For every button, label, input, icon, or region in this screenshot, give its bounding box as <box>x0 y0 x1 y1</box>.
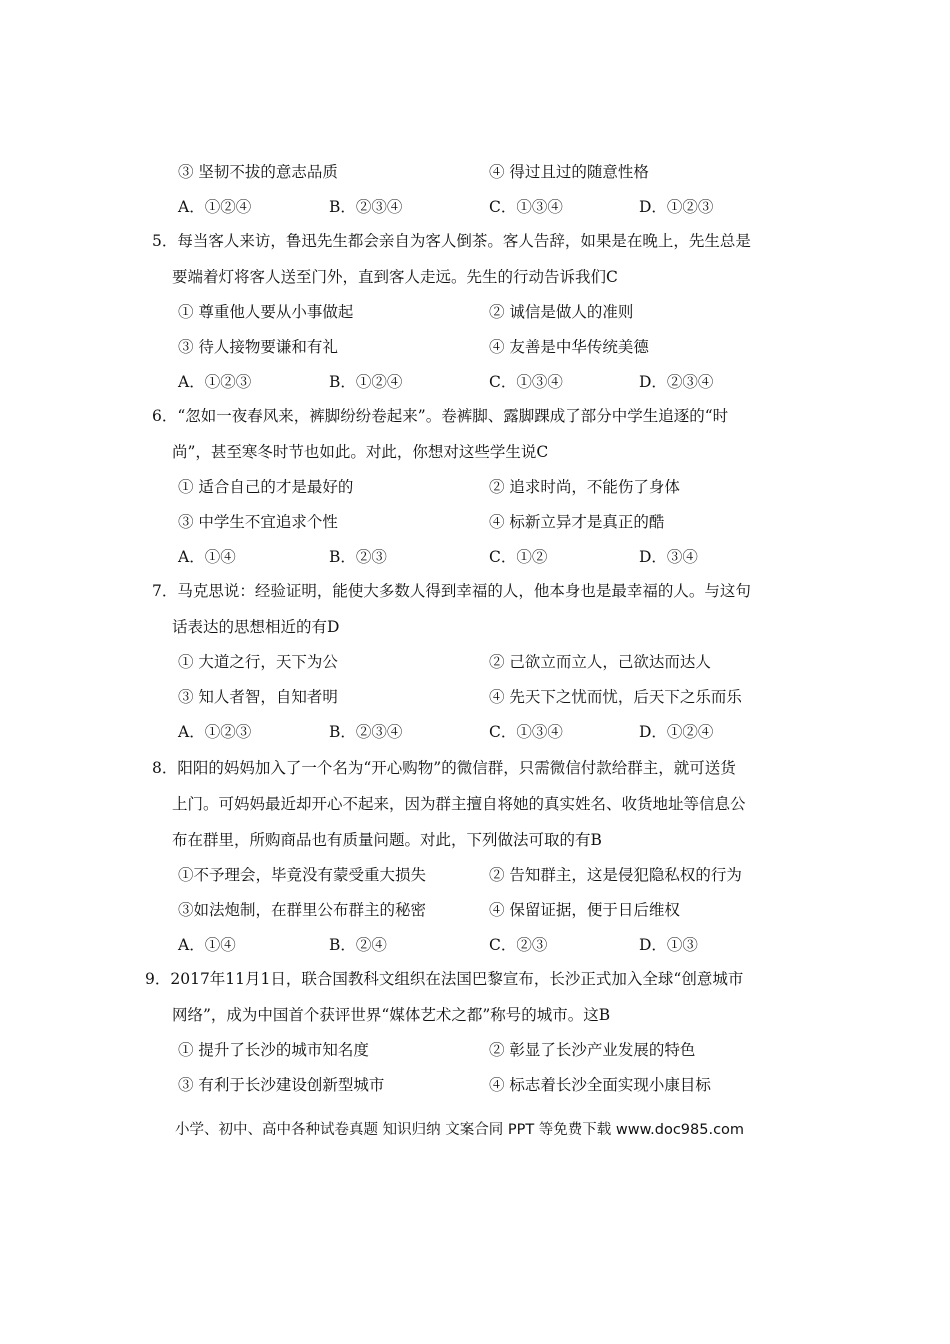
q6-option-3: ③ 中学生不宜追求个性 <box>178 513 338 531</box>
q9-option-2: ② 彰显了长沙产业发展的特色 <box>489 1041 696 1059</box>
q5-stem-line-2: 要端着灯将客人送至门外，直到客人走远。先生的行动告诉我们C <box>172 268 618 286</box>
q7-choice-c: C．①③④ <box>489 723 563 741</box>
q7-option-3: ③ 知人者智，自知者明 <box>178 688 338 706</box>
q8-stem-line-3: 布在群里，所购商品也有质量问题。对此，下列做法可取的有B <box>172 831 602 849</box>
q6-stem-line-2: 尚”，甚至寒冬时节也如此。对此，你想对这些学生说C <box>172 443 549 461</box>
q6-option-4: ④ 标新立异才是真正的酷 <box>489 513 665 531</box>
q6-stem-line-1: 6．“忽如一夜春风来，裤脚纷纷卷起来”。卷裤脚、露脚踝成了部分中学生追逐的“时 <box>152 407 729 425</box>
q5-choice-d: D．②③④ <box>639 373 714 391</box>
q7-stem-line-2: 话表达的思想相近的有D <box>172 618 340 636</box>
q5-option-4: ④ 友善是中华传统美德 <box>489 338 649 356</box>
q8-option-1: ①不予理会，毕竟没有蒙受重大损失 <box>178 866 427 884</box>
q5-choice-b: B．①②④ <box>329 373 403 391</box>
q8-choice-d: D．①③ <box>639 936 698 954</box>
q7-stem-line-1: 7．马克思说：经验证明，能使大多数人得到幸福的人，他本身也是最幸福的人。与这句 <box>152 582 751 600</box>
q5-option-2: ② 诚信是做人的准则 <box>489 303 634 321</box>
q8-option-3: ③如法炮制，在群里公布群主的秘密 <box>178 901 427 919</box>
q4-option-4: ④ 得过且过的随意性格 <box>489 163 649 181</box>
q9-option-3: ③ 有利于长沙建设创新型城市 <box>178 1076 385 1094</box>
q4-choice-c: C．①③④ <box>489 198 563 216</box>
q5-choice-c: C．①③④ <box>489 373 563 391</box>
q6-choice-a: A．①④ <box>178 548 236 566</box>
q7-choice-a: A．①②③ <box>178 723 252 741</box>
q5-option-3: ③ 待人接物要谦和有礼 <box>178 338 338 356</box>
q6-choice-d: D．③④ <box>639 548 698 566</box>
q4-choice-a: A．①②④ <box>178 198 252 216</box>
q8-stem-line-2: 上门。可妈妈最近却开心不起来，因为群主擅自将她的真实姓名、收货地址等信息公 <box>172 795 746 813</box>
q6-choice-c: C．①② <box>489 548 548 566</box>
q8-stem-line-1: 8．阳阳的妈妈加入了一个名为“开心购物”的微信群，只需微信付款给群主，就可送货 <box>152 759 736 777</box>
q7-choice-d: D．①②④ <box>639 723 714 741</box>
q6-option-2: ② 追求时尚，不能伤了身体 <box>489 478 680 496</box>
q6-option-1: ① 适合自己的才是最好的 <box>178 478 354 496</box>
q8-choice-b: B．②④ <box>329 936 387 954</box>
q8-option-4: ④ 保留证据，便于日后维权 <box>489 901 680 919</box>
q7-option-1: ① 大道之行，天下为公 <box>178 653 338 671</box>
q4-choice-b: B．②③④ <box>329 198 403 216</box>
q7-option-2: ② 己欲立而立人，己欲达而达人 <box>489 653 711 671</box>
q9-option-4: ④ 标志着长沙全面实现小康目标 <box>489 1076 711 1094</box>
q8-option-2: ② 告知群主，这是侵犯隐私权的行为 <box>489 866 742 884</box>
q4-option-3: ③ 坚韧不拔的意志品质 <box>178 163 338 181</box>
q5-choice-a: A．①②③ <box>178 373 252 391</box>
q8-choice-c: C．②③ <box>489 936 548 954</box>
q5-stem-line-1: 5．每当客人来访，鲁迅先生都会亲自为客人倒茶。客人告辞，如果是在晚上，先生总是 <box>152 232 751 250</box>
page-footer: 小学、初中、高中各种试卷真题 知识归纳 文案合同 PPT 等免费下载 www.doc985.com <box>175 1122 745 1138</box>
q6-choice-b: B．②③ <box>329 548 387 566</box>
q9-stem-line-2: 网络”，成为中国首个获评世界“媒体艺术之都”称号的城市。这B <box>172 1006 611 1024</box>
q5-option-1: ① 尊重他人要从小事做起 <box>178 303 354 321</box>
q9-option-1: ① 提升了长沙的城市知名度 <box>178 1041 369 1059</box>
q4-choice-d: D．①②③ <box>639 198 714 216</box>
q8-choice-a: A．①④ <box>178 936 236 954</box>
q9-stem-line-1: 9．2017年11月1日，联合国教科文组织在法国巴黎宣布，长沙正式加入全球“创意城市 <box>145 970 744 988</box>
q7-option-4: ④ 先天下之忧而忧，后天下之乐而乐 <box>489 688 742 706</box>
q7-choice-b: B．②③④ <box>329 723 403 741</box>
